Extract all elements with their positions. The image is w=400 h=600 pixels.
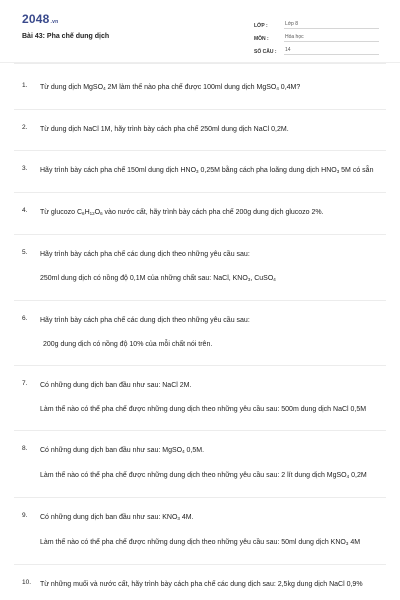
question-item	[0, 207, 400, 220]
meta-value: 14	[284, 47, 379, 55]
question-separator	[14, 192, 386, 193]
question-item	[0, 315, 400, 351]
question-number: 8.	[22, 445, 28, 452]
question-separator	[14, 430, 386, 431]
question-subtext: Làm thế nào có thể pha chế được những dung dịch theo những yêu cầu sau: 50ml dung dịch $KNO_3$ 4M	[40, 539, 361, 546]
meta-label: MÔN :	[254, 36, 269, 42]
meta-count-row	[254, 42, 379, 55]
question-number: 7.	[22, 380, 28, 387]
question-text: Có những dung dịch ban đầu như sau: $KNO_3$ 4M.	[40, 514, 194, 521]
question-separator	[14, 365, 386, 366]
question-number: 2.	[22, 124, 28, 131]
question-text: Từ những muối và nước cất, hãy trình bày cách pha chế các dung dịch sau: 2,5kg dung dịch NaCl 0,9%	[40, 581, 363, 588]
meta-value: Lớp 8	[284, 21, 379, 29]
question-separator	[14, 300, 386, 301]
question-number: 4.	[22, 207, 28, 214]
question-text: Hãy trình bày cách pha chế 150ml dung dịch $HNO_3$ 0,25M bằng cách pha loãng dung dịch $HNO_3$ 5M có sẵn	[40, 167, 374, 174]
question-list	[0, 63, 400, 591]
question-separator	[14, 63, 386, 64]
meta-label: SỐ CÂU :	[254, 49, 277, 55]
question-text: Hãy trình bày cách pha chế các dung dịch theo những yêu cầu sau:	[40, 251, 250, 258]
question-item	[0, 512, 400, 550]
question-item	[0, 82, 400, 95]
question-number: 1.	[22, 82, 28, 89]
question-number: 5.	[22, 249, 28, 256]
worksheet-header	[0, 0, 400, 62]
question-item	[0, 249, 400, 286]
question-separator	[14, 234, 386, 235]
question-number: 3.	[22, 165, 28, 172]
question-text: Có những dung dịch ban đầu như sau: MgSO$_4$ 0,5M.	[40, 447, 205, 454]
question-item	[0, 445, 400, 483]
question-number: 9.	[22, 512, 28, 519]
question-text: Có những dung dịch ban đầu như sau: NaCl 2M.	[40, 382, 192, 389]
question-text: Từ dung dịch MgSO$_4$ 2M làm thế nào pha chế được 100ml dung dịch MgSO$_4$ 0,4M?	[40, 84, 301, 91]
question-text: Từ dung dịch NaCl 1M, hãy trình bày cách pha chế 250ml dung dịch NaCl 0,2M.	[40, 126, 289, 133]
question-item	[0, 165, 400, 178]
lesson-title: Bài 43: Pha chế dung dịch	[22, 33, 110, 40]
question-separator	[14, 564, 386, 565]
question-subtext: Làm thế nào có thể pha chế được những dung dịch theo những yêu cầu sau: 2 lít dung dịch MgSO$_4$ 0,2M	[40, 472, 367, 479]
question-separator	[14, 497, 386, 498]
question-number: 10.	[22, 579, 32, 586]
site-logo[interactable]: 2048.vn	[22, 12, 59, 26]
question-item	[0, 380, 400, 416]
question-subtext: Làm thế nào có thể pha chế được những dung dịch theo những yêu cầu sau: 500m dung dịch NaCl 0,5M	[40, 406, 367, 413]
question-subtext: 250ml dung dịch có nồng độ 0,1M của những chất sau: NaCl, $KNO_3$, CuSO$_4$	[40, 275, 276, 282]
worksheet-meta	[254, 16, 379, 55]
question-separator	[14, 109, 386, 110]
question-text: Từ glucozo $C_6H_{12}O_6$ vào nước cất, hãy trình bày cách pha chế 200g dung dịch glucozo 2%.	[40, 209, 324, 216]
meta-class-row	[254, 16, 379, 29]
question-item	[0, 579, 400, 591]
question-separator	[14, 150, 386, 151]
meta-label: LỚP :	[254, 23, 268, 29]
question-item	[0, 124, 400, 136]
meta-value: Hóa học	[284, 34, 379, 42]
question-number: 6.	[22, 315, 28, 322]
question-subtext: 200g dung dịch có nồng độ 10% của mỗi chất nói trên.	[43, 341, 213, 348]
question-text: Hãy trình bày cách pha chế các dung dịch theo những yêu cầu sau:	[40, 317, 250, 324]
meta-subject-row	[254, 29, 379, 42]
